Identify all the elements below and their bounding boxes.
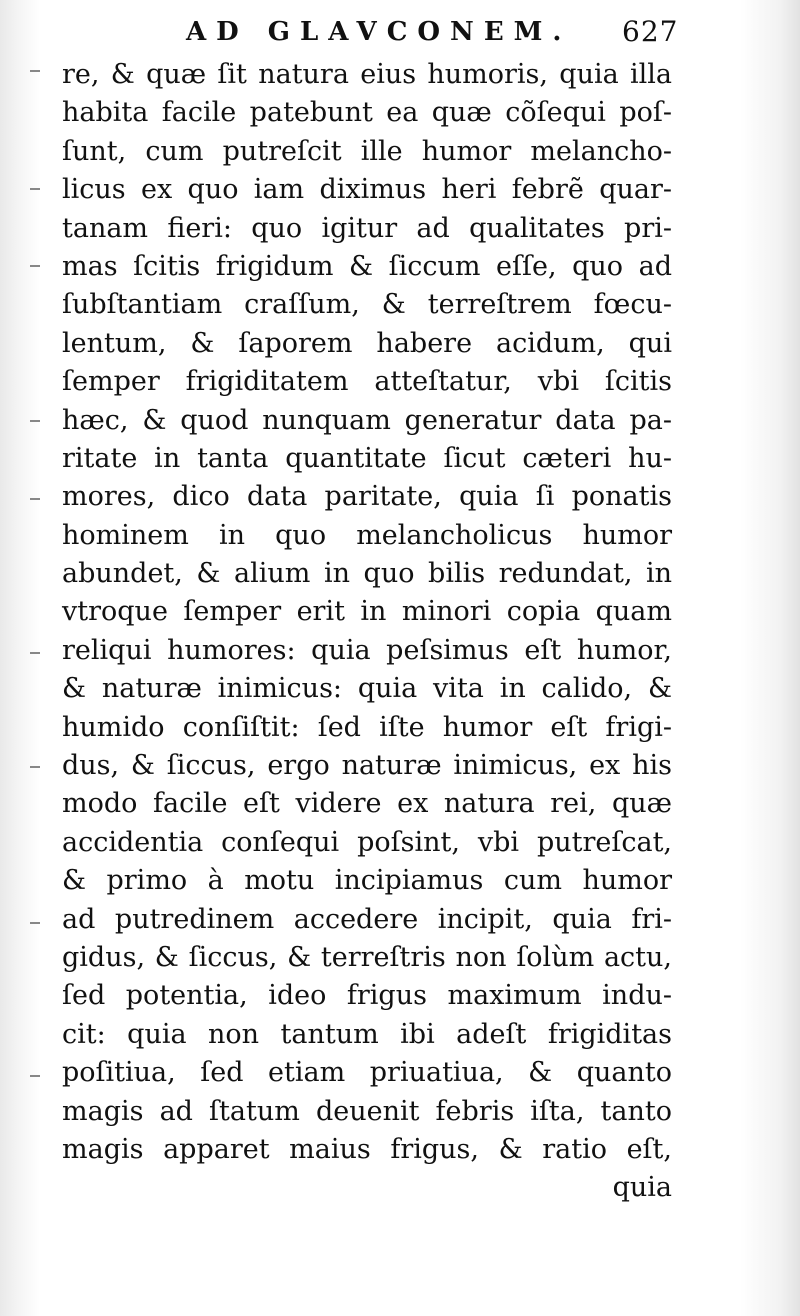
text-line: & primo à motu incipiamus cum humor: [62, 865, 672, 897]
text-line: magis apparet maius frigus, & ratio eſt,: [62, 1133, 672, 1165]
text-line: magis ad ſtatum deuenit febris iſta, tanto: [62, 1095, 672, 1127]
text-line: vtroque ſemper erit in minori copia quam: [62, 596, 672, 628]
text-line: modo facile eſt videre ex natura rei, quæ: [62, 788, 672, 820]
margin-tick: [30, 766, 40, 768]
running-head: AD GLAVCONEM.: [186, 17, 572, 47]
catchword-row: [62, 1169, 672, 1207]
text-line: dus, & ſiccus, ergo naturæ inimicus, ex his: [62, 750, 672, 782]
margin-marks: [30, 60, 44, 1160]
text-line: re, & quæ ſit natura eius humoris, quia illa: [62, 59, 672, 90]
text-line: ſemper frigiditatem atteſtatur, vbi ſcitis: [62, 366, 672, 398]
page-header: [0, 14, 800, 50]
text-line: cit: quia non tantum ibi adeſt frigiditas: [62, 1018, 672, 1050]
text-line: abundet, & alium in quo bilis redundat, in: [62, 558, 672, 590]
margin-tick: [30, 652, 40, 654]
text-line: gidus, & ſiccus, & terreſtris non ſolùm actu,: [62, 941, 672, 973]
text-line: ritate in tanta quantitate ſicut cæteri hu-: [62, 442, 672, 474]
text-line: poſitiua, ſed etiam priuatiua, & quanto: [62, 1057, 672, 1089]
text-line: humido conſiſtit: ſed iſte humor eſt frigi-: [62, 711, 672, 743]
margin-tick: [30, 70, 40, 72]
catchword: quia: [612, 1172, 672, 1204]
text-line: reliqui humores: quia peſsimus eſt humor,: [62, 634, 672, 666]
text-line: & naturæ inimicus: quia vita in calido, &: [62, 673, 672, 705]
body-text: [62, 56, 672, 1208]
text-line: hominem in quo melancholicus humor: [62, 519, 672, 551]
margin-tick: [30, 265, 40, 267]
text-line: ſubſtantiam craſſum, & terreſtrem fœcu-: [62, 289, 672, 321]
text-line: lentum, & ſaporem habere acidum, qui: [62, 327, 672, 359]
text-line: ſed potentia, ideo frigus maximum indu-: [62, 980, 672, 1012]
text-line: accidentia conſequi poſsint, vbi putreſcat,: [62, 826, 672, 858]
text-line: mas ſcitis frigidum & ſiccum eſſe, quo ad: [62, 250, 672, 282]
text-line: hæc, & quod nunquam generatur data pa-: [62, 404, 672, 436]
text-line: tanam fieri: quo igitur ad qualitates pri-: [62, 212, 672, 244]
margin-tick: [30, 420, 40, 422]
text-line: mores, dico data paritate, quia ſi ponatis: [62, 481, 672, 513]
margin-tick: [30, 498, 40, 500]
margin-tick: [30, 188, 40, 190]
text-line: licus ex quo iam diximus heri febrẽ quar-: [62, 174, 672, 206]
text-line: ad putredinem accedere incipit, quia fri-: [62, 903, 672, 935]
text-line: ſunt, cum putreſcit ille humor melancho-: [62, 135, 672, 167]
text-line: habita facile patebunt ea quæ cõſequi poſ-: [62, 97, 672, 129]
margin-tick: [30, 1075, 40, 1077]
margin-tick: [30, 922, 40, 924]
page-number: 627: [622, 15, 679, 48]
